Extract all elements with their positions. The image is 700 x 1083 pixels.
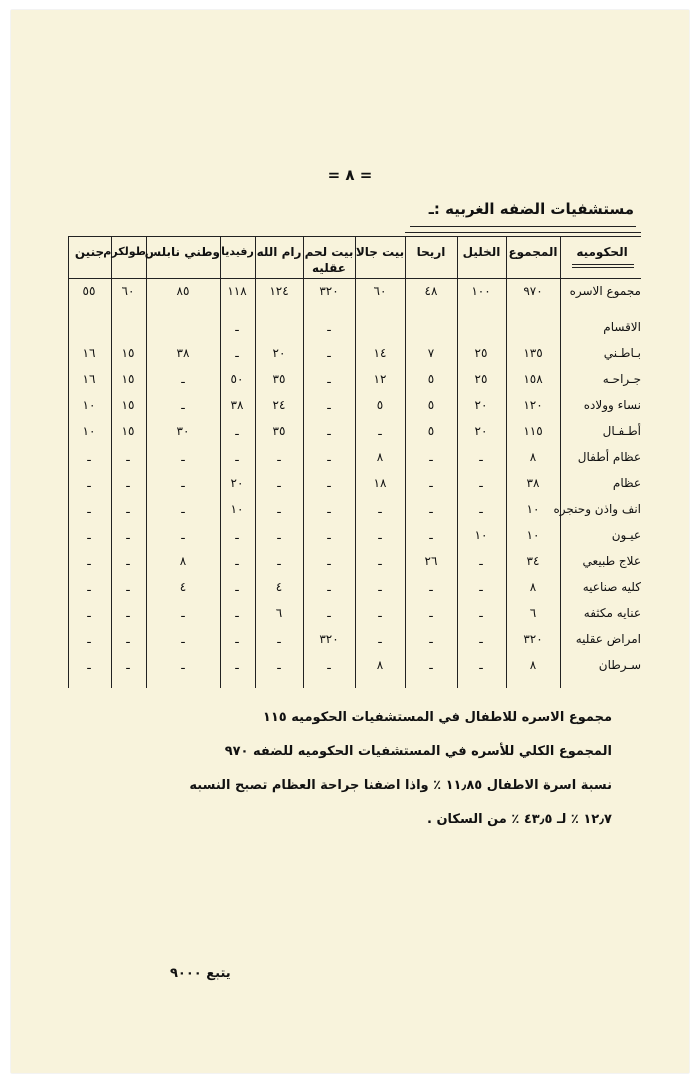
note-line: المجموع الكلي للأسره في المستشفيات الحكوميه للضفه ٩٧٠ bbox=[224, 744, 612, 759]
table-cell: ـ bbox=[126, 658, 130, 672]
table-cell: ـ bbox=[378, 554, 382, 568]
note-line: ١٢٫٧ ٪ لـ ٤٣٫٥ ٪ من السكان . bbox=[426, 812, 612, 827]
table-cell: ٤٨ bbox=[424, 284, 438, 298]
table-cell: ١٦ bbox=[82, 346, 96, 360]
table-cell: ٣٨ bbox=[526, 476, 540, 490]
table-cell: ٢٤ bbox=[272, 398, 286, 412]
table-cell: ٣٠ bbox=[176, 424, 190, 438]
table-cell: ٨ bbox=[179, 554, 187, 568]
table-cell: ـ bbox=[235, 320, 239, 334]
column-header: الخليل bbox=[462, 245, 501, 259]
table-cell: ٢٥ bbox=[474, 346, 488, 360]
table-cell: ـ bbox=[235, 528, 239, 542]
table-cell: ـ bbox=[126, 632, 130, 646]
table-cell: ـ bbox=[181, 372, 185, 386]
row-label: نساء وولاده bbox=[583, 398, 641, 412]
table-cell: ١٥ bbox=[121, 372, 135, 386]
table-cell: ٥ bbox=[427, 398, 435, 412]
table-cell: ـ bbox=[429, 450, 433, 464]
table-cell: ـ bbox=[429, 658, 433, 672]
table-cell: ـ bbox=[479, 658, 483, 672]
table-cell: ـ bbox=[327, 372, 331, 386]
column-header: الحكوميه bbox=[576, 245, 628, 259]
table-cell: ١٠ bbox=[82, 424, 96, 438]
table-cell: ـ bbox=[327, 606, 331, 620]
table-cell: ٦ bbox=[529, 606, 537, 620]
table-cell: ـ bbox=[235, 346, 239, 360]
table-cell: ١٤ bbox=[373, 346, 387, 360]
table-cell: ـ bbox=[126, 476, 130, 490]
row-label: عنايه مكثفه bbox=[583, 606, 641, 620]
table-cell: ٣٢٠ bbox=[523, 632, 543, 646]
table-cell: ٤ bbox=[275, 580, 283, 594]
table-cell: ـ bbox=[327, 528, 331, 542]
column-divider bbox=[405, 236, 406, 688]
table-cell: ٣٢٠ bbox=[319, 284, 339, 298]
row-label: مجموع الاسره bbox=[569, 284, 641, 298]
table-cell: ٣٨ bbox=[176, 346, 190, 360]
table-cell: ٨٥ bbox=[176, 284, 190, 298]
table-cell: ٢٥ bbox=[474, 372, 488, 386]
table-cell: ـ bbox=[277, 528, 281, 542]
table-cell: ـ bbox=[327, 554, 331, 568]
table-cell: ٧ bbox=[427, 346, 435, 360]
table-cell: ـ bbox=[235, 658, 239, 672]
column-header: رفيديا bbox=[221, 245, 254, 258]
column-divider bbox=[303, 236, 304, 688]
column-header: بيت لحم عقليه bbox=[304, 245, 354, 275]
table-cell: ١١٨ bbox=[227, 284, 247, 298]
table-cell: ـ bbox=[277, 450, 281, 464]
table-cell: ـ bbox=[87, 502, 91, 516]
table-cell: ١٠ bbox=[526, 502, 540, 516]
table-cell: ـ bbox=[126, 502, 130, 516]
table-cell: ١٢٠ bbox=[523, 398, 543, 412]
table-cell: ـ bbox=[181, 450, 185, 464]
table-cell: ـ bbox=[87, 658, 91, 672]
table-cell: ـ bbox=[479, 502, 483, 516]
header-double-underline bbox=[572, 267, 634, 268]
table-cell: ـ bbox=[126, 580, 130, 594]
table-cell: ٥٥ bbox=[82, 284, 96, 298]
table-cell: ١٢ bbox=[373, 372, 387, 386]
table-cell: ـ bbox=[87, 606, 91, 620]
column-header: بيت جالا bbox=[355, 245, 405, 259]
row-label: بـاطـني bbox=[603, 346, 641, 360]
row-label: عيـون bbox=[611, 528, 641, 542]
row-label: امراض عقليه bbox=[575, 632, 641, 646]
table-cell: ـ bbox=[429, 502, 433, 516]
table-cell: ـ bbox=[378, 528, 382, 542]
table-cell: ـ bbox=[126, 528, 130, 542]
row-label: عظام bbox=[612, 476, 641, 490]
table-cell: ـ bbox=[479, 632, 483, 646]
table-cell: ـ bbox=[235, 450, 239, 464]
table-cell: ـ bbox=[479, 554, 483, 568]
column-header: رام الله bbox=[256, 245, 302, 259]
table-cell: ٨ bbox=[529, 580, 537, 594]
row-label: علاج طبيعي bbox=[582, 554, 641, 568]
table-cell: ١٠ bbox=[526, 528, 540, 542]
table-cell: ٦٠ bbox=[121, 284, 135, 298]
table-cell: ـ bbox=[277, 554, 281, 568]
table-cell: ١٨ bbox=[373, 476, 387, 490]
table-cell: ١٠ bbox=[82, 398, 96, 412]
table-cell: ـ bbox=[126, 554, 130, 568]
table-cell: ـ bbox=[277, 658, 281, 672]
table-cell: ـ bbox=[235, 606, 239, 620]
table-cell: ٤ bbox=[179, 580, 187, 594]
table-cell: ـ bbox=[378, 424, 382, 438]
table-cell: ـ bbox=[235, 424, 239, 438]
table-cell: ٣٢٠ bbox=[319, 632, 339, 646]
header-double-underline bbox=[572, 264, 634, 265]
table-cell: ـ bbox=[479, 450, 483, 464]
table-cell: ـ bbox=[87, 554, 91, 568]
table-cell: ـ bbox=[235, 554, 239, 568]
table-cell: ـ bbox=[87, 580, 91, 594]
column-header: المجموع bbox=[508, 245, 558, 259]
table-cell: ٦ bbox=[275, 606, 283, 620]
row-label: أطـفـال bbox=[602, 424, 641, 438]
table-cell: ـ bbox=[181, 606, 185, 620]
table-cell: ٥ bbox=[376, 398, 384, 412]
table-cell: ٥٠ bbox=[230, 372, 244, 386]
page-heading: مستشفيات الضفه الغربيه :ـ bbox=[428, 200, 634, 218]
table-cell: ـ bbox=[429, 580, 433, 594]
column-divider bbox=[560, 236, 561, 688]
table-cell: ـ bbox=[181, 528, 185, 542]
table-cell: ـ bbox=[327, 424, 331, 438]
table-cell: ١٢٤ bbox=[269, 284, 289, 298]
note-line: مجموع الاسره للاطفال في المستشفيات الحكوميه ١١٥ bbox=[262, 710, 612, 725]
table-cell: ٣٥ bbox=[272, 372, 286, 386]
table-cell: ـ bbox=[87, 450, 91, 464]
table-cell: ٥ bbox=[427, 372, 435, 386]
table-cell: ـ bbox=[181, 502, 185, 516]
table-cell: ١٠ bbox=[230, 502, 244, 516]
table-cell: ١٠ bbox=[474, 528, 488, 542]
row-label: انف واذن وحنجره bbox=[553, 502, 641, 516]
table-cell: ٨ bbox=[376, 450, 384, 464]
table-cell: ـ bbox=[378, 502, 382, 516]
table-cell: ٣٤ bbox=[526, 554, 540, 568]
table-cell: ـ bbox=[87, 528, 91, 542]
table-cell: ـ bbox=[327, 658, 331, 672]
table-cell: ـ bbox=[181, 476, 185, 490]
table-cell: ـ bbox=[429, 632, 433, 646]
table-cell: ـ bbox=[126, 606, 130, 620]
column-header: جنين bbox=[74, 245, 105, 259]
table-cell: ٩٧٠ bbox=[523, 284, 543, 298]
table-cell: ـ bbox=[235, 580, 239, 594]
table-cell: ـ bbox=[277, 502, 281, 516]
table-cell: ـ bbox=[327, 502, 331, 516]
table-cell: ١٦ bbox=[82, 372, 96, 386]
table-cell: ـ bbox=[429, 476, 433, 490]
table-cell: ١٥ bbox=[121, 346, 135, 360]
table-cell: ـ bbox=[181, 658, 185, 672]
table-cell: ـ bbox=[479, 606, 483, 620]
table-cell: ـ bbox=[378, 606, 382, 620]
table-cell: ـ bbox=[479, 580, 483, 594]
table-cell: ٢٦ bbox=[424, 554, 438, 568]
table-cell: ٨ bbox=[376, 658, 384, 672]
table-cell: ٢٠ bbox=[272, 346, 286, 360]
note-line: نسبة اسرة الاطفال ١١٫٨٥ ٪ واذا اضفنا جراحة العظام تصبح النسبه bbox=[189, 778, 612, 793]
table-cell: ـ bbox=[429, 606, 433, 620]
row-label: سـرطان bbox=[598, 658, 641, 672]
table-cell: ـ bbox=[378, 580, 382, 594]
table-cell: ٢٠ bbox=[474, 424, 488, 438]
table-cell: ٣٨ bbox=[230, 398, 244, 412]
column-header: وطني نابلس bbox=[144, 245, 220, 259]
table-cell: ٦٠ bbox=[373, 284, 387, 298]
table-cell: ١٥ bbox=[121, 398, 135, 412]
table-cell: ـ bbox=[327, 320, 331, 334]
continued-note: يتبع ٩٠٠٠ bbox=[170, 966, 231, 981]
page-number: = ٨ = bbox=[327, 166, 373, 184]
heading-underline bbox=[410, 226, 636, 227]
table-cell: ٨ bbox=[529, 658, 537, 672]
table-cell: ـ bbox=[327, 450, 331, 464]
table-cell: ٢٠ bbox=[230, 476, 244, 490]
table-cell: ـ bbox=[235, 632, 239, 646]
table-cell: ـ bbox=[277, 476, 281, 490]
table-cell: ـ bbox=[87, 476, 91, 490]
table-cell: ـ bbox=[181, 632, 185, 646]
table-cell: ٥ bbox=[427, 424, 435, 438]
table-cell: ـ bbox=[327, 346, 331, 360]
table-cell: ـ bbox=[126, 450, 130, 464]
table-cell: ـ bbox=[87, 632, 91, 646]
table-cell: ١٣٥ bbox=[523, 346, 543, 360]
column-header: طولكرم bbox=[103, 245, 146, 258]
table-cell: ـ bbox=[327, 398, 331, 412]
table-cell: ـ bbox=[378, 632, 382, 646]
table-cell: ـ bbox=[181, 398, 185, 412]
table-cell: ٢٠ bbox=[474, 398, 488, 412]
row-label: الاقسام bbox=[603, 320, 641, 334]
table-top-rule bbox=[405, 232, 641, 233]
row-label: عظام أطفال bbox=[577, 450, 641, 464]
table-cell: ٣٥ bbox=[272, 424, 286, 438]
table-cell: ـ bbox=[277, 632, 281, 646]
table-cell: ١٠٠ bbox=[471, 284, 491, 298]
table-cell: ـ bbox=[327, 476, 331, 490]
table-cell: ١٥ bbox=[121, 424, 135, 438]
table-cell: ١١٥ bbox=[523, 424, 543, 438]
row-label: كليه صناعيه bbox=[582, 580, 641, 594]
table-cell: ـ bbox=[429, 528, 433, 542]
column-header: اريحا bbox=[416, 245, 446, 259]
column-divider bbox=[506, 236, 507, 688]
table-cell: ـ bbox=[327, 580, 331, 594]
table-cell: ١٥٨ bbox=[523, 372, 543, 386]
row-label: جـراحـه bbox=[602, 372, 641, 386]
table-cell: ٨ bbox=[529, 450, 537, 464]
table-cell: ـ bbox=[479, 476, 483, 490]
